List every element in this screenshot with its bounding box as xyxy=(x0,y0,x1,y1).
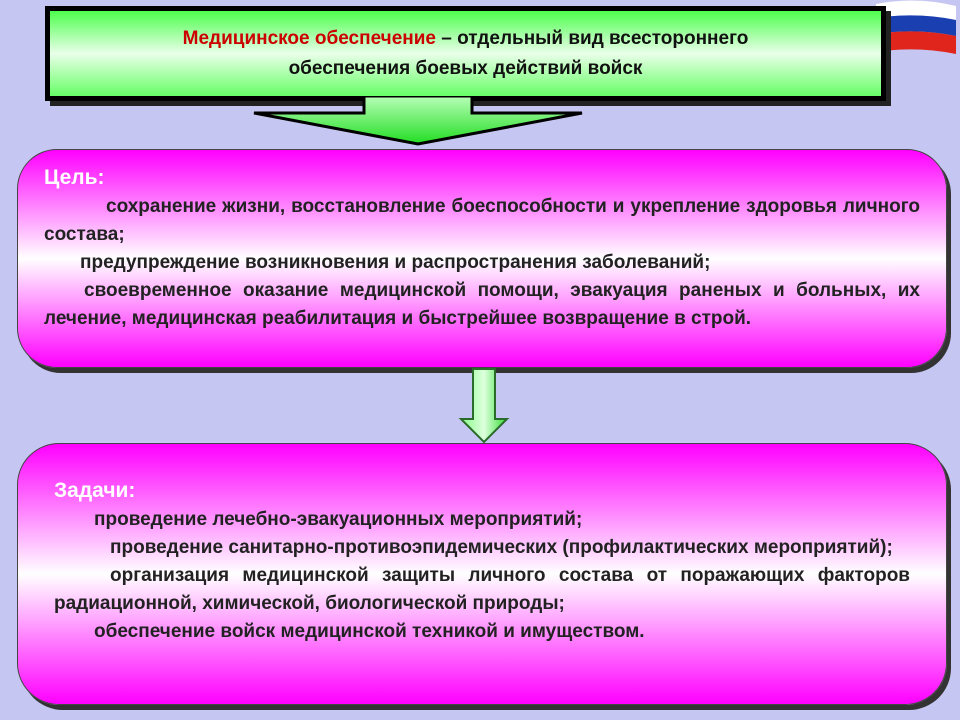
header-rest-text: – отдельный вид всестороннего xyxy=(436,27,749,49)
task-item: проведение лечебно-эвакуационных мероприятий; xyxy=(94,509,583,530)
header-line-2: обеспечения боевых действий войск xyxy=(288,57,643,79)
down-arrow-icon xyxy=(458,367,510,445)
tasks-panel xyxy=(17,443,947,705)
goal-item: предупреждение возникновения и распространения заболеваний; xyxy=(80,252,711,273)
goal-title: Цель: xyxy=(44,166,105,189)
header-definition-box xyxy=(45,6,886,101)
goal-panel xyxy=(17,149,947,368)
task-item: проведение санитарно-противоэпидемических (профилактических мероприятий); xyxy=(110,537,893,558)
tasks-title: Задачи: xyxy=(54,479,136,502)
goal-item: своевременное оказание медицинской помощи, эвакуация раненых и больных, их лечение, медицинская реабилитация и быстрейшее возвращение в строй. xyxy=(44,280,920,329)
task-item: обеспечение войск медицинской техникой и имуществом. xyxy=(94,621,645,642)
header-lead-term: Медицинское обеспечение xyxy=(182,27,436,49)
down-arrow-icon xyxy=(250,96,586,146)
header-line-1 xyxy=(50,24,881,54)
goal-item: сохранение жизни, восстановление боеспособности и укрепление здоровья личного состава; xyxy=(44,196,920,245)
task-item: организация медицинской защиты личного состава от поражающих факторов радиационной, химической, биологической природы; xyxy=(54,565,910,614)
